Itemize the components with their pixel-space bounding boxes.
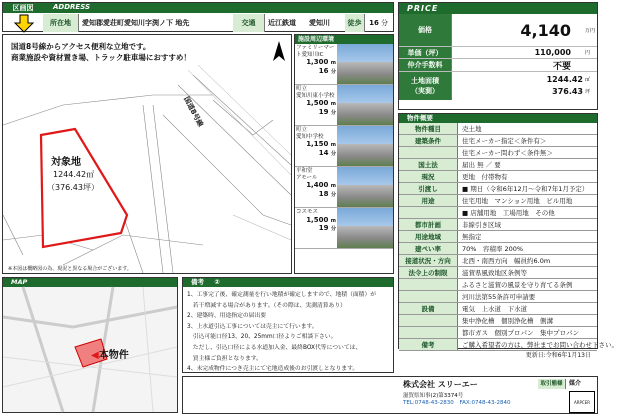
price-row xyxy=(399,14,597,47)
brand-logo: ARPCER xyxy=(569,391,595,413)
facility-item xyxy=(295,167,393,208)
fee-value: 不要 xyxy=(552,61,571,72)
facility-walk: 16 xyxy=(318,66,329,75)
facility-distance: 1,400 xyxy=(306,181,329,190)
facility-name: 町立 愛知川東小学校 xyxy=(296,86,335,99)
facility-distance-unit: m xyxy=(330,101,336,108)
north-arrow-icon xyxy=(271,41,287,63)
remarks-circle: ② xyxy=(214,278,220,286)
land-m2-value: 1244.42 xyxy=(546,75,583,84)
land-label: 土地面積 xyxy=(411,77,439,85)
location-value: 愛知郡愛荘町愛知川字渕ノ下 地先 xyxy=(82,19,190,27)
intro-line-1: 国道8号線からアクセス便利な立地です。 xyxy=(11,42,151,51)
price-title: PRICE xyxy=(399,3,597,14)
remarks-line: 1、工事完了後、確定測量を行い地積が確定しますので、地積（面積）が xyxy=(187,292,377,298)
address-heading: ADDRESS xyxy=(43,3,393,13)
map-panel xyxy=(2,277,178,413)
spec-label xyxy=(399,207,458,218)
remarks-panel xyxy=(182,277,394,373)
spec-value: 無指定 xyxy=(462,233,482,241)
facility-info xyxy=(295,44,337,84)
spec-value: 届出 無 ／ 要 xyxy=(462,161,501,169)
station-name: 愛知川 xyxy=(309,19,330,27)
intro-line-2: 商業施設や資材置き場、トラック駐車場におすすめ！ xyxy=(11,53,191,63)
transaction-label: 取引態様 xyxy=(538,379,566,389)
plot-area-m2: 1244.42㎡ xyxy=(53,170,95,179)
spec-label: 接道状況・方向 xyxy=(399,255,458,266)
facility-distance: 1,500 xyxy=(306,99,329,108)
facility-distance-unit: m xyxy=(330,142,336,149)
remarks-line: 買主様ご負担となります。 xyxy=(187,355,262,362)
spec-value: 河川法第55条許可申請要 xyxy=(462,293,536,301)
spec-row xyxy=(399,207,597,219)
facility-name: コスモス xyxy=(296,209,319,215)
tsubo-value: 110,000 xyxy=(534,48,571,57)
spec-label xyxy=(399,279,458,290)
land-sub-label: （実測） xyxy=(411,87,439,95)
walk-unit: 分 xyxy=(381,19,388,27)
facility-distance: 1,300 xyxy=(306,58,329,67)
spec-value: 住宅メーカー問わず＜条件無＞ xyxy=(462,149,553,157)
facilities-title: 施設周辺環境 xyxy=(295,35,393,44)
spec-row xyxy=(399,243,597,255)
map-title: MAP xyxy=(3,278,177,287)
plot-diagram xyxy=(2,34,292,274)
spec-row xyxy=(399,159,597,171)
land-tsubo-unit: 坪 xyxy=(585,89,591,95)
facility-distance: 1,500 xyxy=(306,215,329,224)
transaction-value: 媒介 xyxy=(569,380,582,387)
spec-value: 70% 容積率 200% xyxy=(462,245,524,253)
fee-row xyxy=(399,59,597,72)
spec-label: 都市計画 xyxy=(399,219,458,230)
facilities-panel xyxy=(294,34,394,274)
land-tsubo-value: 376.43 xyxy=(552,87,583,96)
spec-value: 集中浄化槽 個別浄化槽 側溝 xyxy=(462,317,553,325)
facility-info xyxy=(295,85,337,125)
walk-label: 徒歩 xyxy=(345,14,365,32)
map-label: ◀本物件 xyxy=(91,350,129,361)
spec-value: ご購入希望者の方は、弊社までお問い合わせ下さい。 xyxy=(462,341,618,349)
spec-label: 建築条件 xyxy=(399,135,458,146)
spec-label: 備考 xyxy=(399,339,458,350)
facility-item xyxy=(295,208,393,249)
company-fax: FAX:0748-43-2840 xyxy=(459,400,511,406)
facility-photo xyxy=(337,126,393,166)
tsubo-unit: 円 xyxy=(585,50,591,56)
spec-value: 更地 付帯物有 xyxy=(462,173,508,181)
facility-walk: 18 xyxy=(318,189,329,198)
plot-area-tsubo: （376.43坪） xyxy=(47,183,99,192)
survey-drawing xyxy=(3,65,291,273)
intro-text xyxy=(11,41,251,64)
facility-distance-unit: m xyxy=(330,183,336,190)
spec-label: 現況 xyxy=(399,171,458,182)
facility-photo xyxy=(337,167,393,207)
remarks-line: 引込可能口径13、20、25mm口径よりご相談下さい。 xyxy=(187,334,337,341)
facility-distance-unit: m xyxy=(330,60,336,67)
facility-info xyxy=(295,126,337,166)
remarks-line: 4、未完成物件につき売主にて宅地造成後のお引渡しとなります。 xyxy=(187,366,359,373)
remarks-line: 3、上水道引込工事については売主にて行います。 xyxy=(187,323,318,330)
spec-row xyxy=(399,279,597,291)
spec-row xyxy=(399,255,597,267)
remarks-line: 若干増減する場合があります。（その際は、実測清算あり） xyxy=(187,302,346,309)
spec-row xyxy=(399,327,597,339)
facility-item xyxy=(295,126,393,167)
spec-label: 法令上の制限 xyxy=(399,267,458,278)
facility-list xyxy=(295,44,393,249)
facility-item xyxy=(295,85,393,126)
price-value: 4,140 xyxy=(520,20,571,40)
spec-row xyxy=(399,123,597,135)
diagram-footnote: ※本図は概略図の為、現況と異なる場合がございます。 xyxy=(8,266,132,272)
spec-label xyxy=(399,147,458,158)
facility-walk: 19 xyxy=(318,107,329,116)
remarks-line: ただし、引込口径による水道加入金、最終BOX代等については、 xyxy=(187,344,362,351)
remarks-line: 2、建築時、用途指定の届出要 xyxy=(187,313,267,320)
facility-walk-unit: 分 xyxy=(330,191,336,198)
facility-distance-unit: m xyxy=(330,217,336,224)
spec-label xyxy=(399,327,458,338)
spec-value: 非線引き区域 xyxy=(462,221,501,229)
land-m2-unit: ㎡ xyxy=(585,77,591,83)
section-label: 区画図 xyxy=(3,3,43,13)
spec-label xyxy=(399,315,458,326)
price-label: 価格 xyxy=(399,14,452,46)
spec-label: 設備 xyxy=(399,303,458,314)
transport-label: 交通 xyxy=(233,14,265,32)
spec-row xyxy=(399,231,597,243)
facility-name: ファミリーマート愛知川IC xyxy=(296,45,335,58)
facility-walk-unit: 分 xyxy=(330,109,336,116)
spec-row xyxy=(399,291,597,303)
location-label: 所在地 xyxy=(43,14,79,32)
spec-label: 用途地域 xyxy=(399,231,458,242)
spec-value: 売土地 xyxy=(462,125,482,133)
spec-row xyxy=(399,315,597,327)
spec-value: 住宅用地 マンション用地 ビル用地 xyxy=(462,197,573,205)
company-tel: TEL:0748-43-2830 xyxy=(403,400,454,406)
company-license: 滋賀県知事(2)第3374号 xyxy=(403,393,464,399)
spec-row xyxy=(399,267,597,279)
spec-list xyxy=(399,123,618,351)
facility-walk: 14 xyxy=(318,148,329,157)
tsubo-label: 単価（坪） xyxy=(399,47,452,58)
spec-label xyxy=(399,291,458,302)
road-label: 国道8号線 xyxy=(182,95,205,129)
facility-walk-unit: 分 xyxy=(330,225,336,232)
spec-title: 物件概要 xyxy=(399,114,597,123)
spec-row xyxy=(399,171,597,183)
facility-walk-unit: 分 xyxy=(330,150,336,157)
spec-value: 滋賀県風致地区条例等 xyxy=(462,269,527,277)
facility-info xyxy=(295,208,337,248)
land-label-cell xyxy=(399,72,452,100)
fee-label: 仲介手数料 xyxy=(399,59,452,71)
spec-value: 都市ガス 個別プロパン 集中プロパン xyxy=(462,329,579,337)
spec-value: 住宅メーカー指定＜条件有＞ xyxy=(462,137,547,145)
spec-value: 電気 上水道 下水道 xyxy=(462,305,527,313)
spec-row xyxy=(399,147,597,159)
walk-minutes: 16 xyxy=(369,19,379,27)
spec-label: 用途 xyxy=(399,195,458,206)
spec-row xyxy=(399,135,597,147)
remarks-list xyxy=(183,287,393,379)
spec-value: ■ 店舗用地 工場用地 その他 xyxy=(462,209,555,217)
company-contact xyxy=(403,400,593,406)
map-pointer-icon: ◀ xyxy=(91,350,99,361)
facility-distance: 1,150 xyxy=(306,140,329,149)
company-name: 株式会社 スリーエー xyxy=(403,380,478,389)
spec-label: 国土法 xyxy=(399,159,458,170)
facility-photo xyxy=(337,208,393,248)
facility-photo xyxy=(337,85,393,125)
spec-row xyxy=(399,183,597,195)
plot-name: 対象地 xyxy=(51,157,81,168)
price-panel xyxy=(398,2,598,110)
facility-info xyxy=(295,167,337,207)
facility-walk-unit: 分 xyxy=(330,68,336,75)
facility-name: 平和堂 アモール xyxy=(296,168,318,181)
spec-value: 北西・南西方向 幅員約6.0m xyxy=(462,257,551,265)
facility-name: 町立 愛知中学校 xyxy=(296,127,324,140)
land-row xyxy=(399,72,597,100)
facility-walk: 19 xyxy=(318,223,329,232)
spec-label: 建ぺい率 xyxy=(399,243,458,254)
remarks-title: 備考 xyxy=(191,278,204,286)
spec-row xyxy=(399,303,597,315)
spec-row xyxy=(399,195,597,207)
spec-row xyxy=(399,219,597,231)
price-unit: 万円 xyxy=(585,27,596,34)
down-arrow-icon xyxy=(13,15,35,32)
spec-label: 物件種目 xyxy=(399,123,458,134)
spec-value: ■ 期日（令和6年12月〜令和7年1月予定） xyxy=(462,185,589,193)
railway-name: 近江鉄道 xyxy=(268,19,296,27)
spec-label: 引渡し xyxy=(399,183,458,194)
header-bar xyxy=(2,2,394,32)
updated-date: 更新日:令和6年1月13日 xyxy=(525,352,591,359)
facility-item xyxy=(295,44,393,85)
facility-photo xyxy=(337,44,393,84)
spec-panel xyxy=(398,113,618,349)
tsubo-row xyxy=(399,47,597,59)
spec-value: ふるさと滋賀の風景を守り育てる条例 xyxy=(462,281,573,289)
